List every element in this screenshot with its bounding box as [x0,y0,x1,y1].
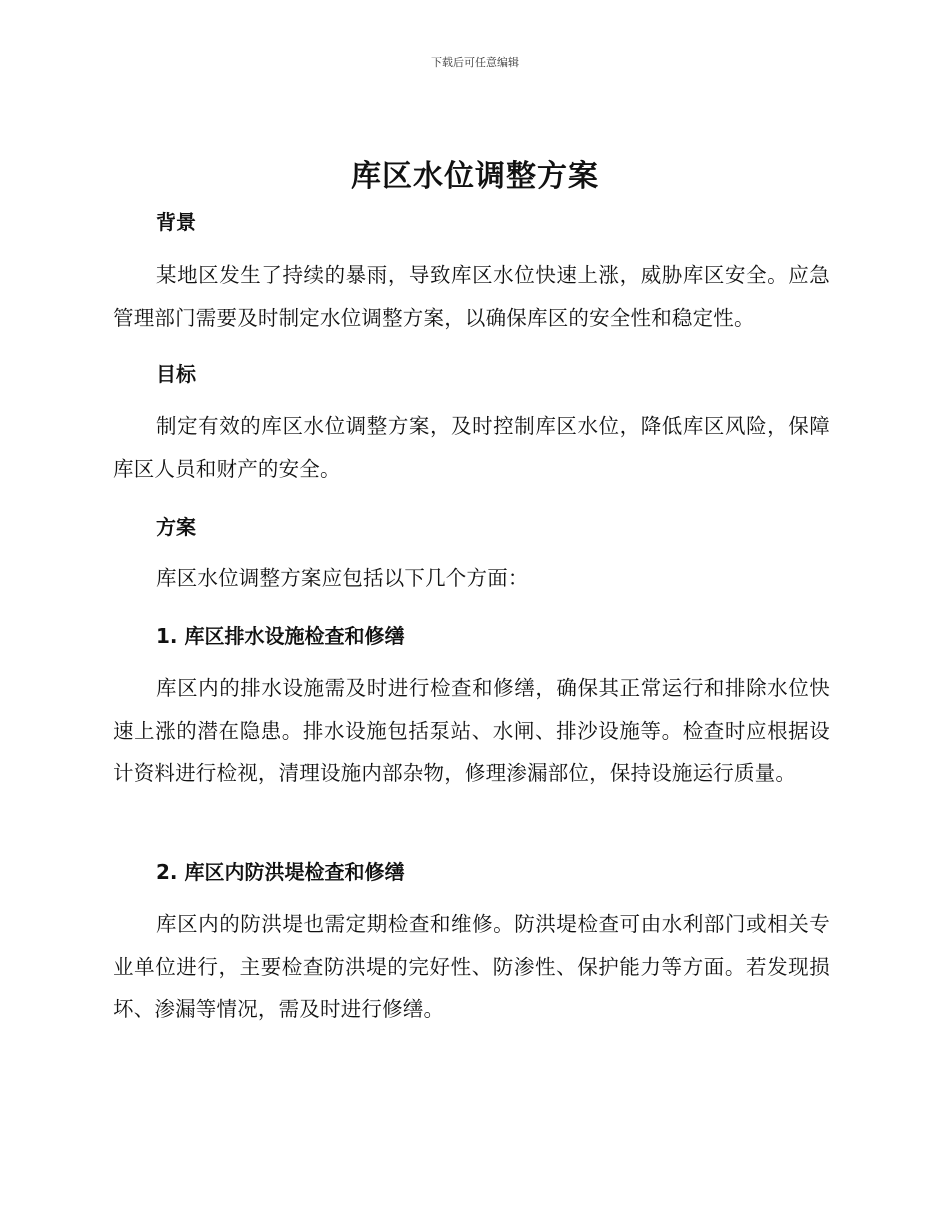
paragraph-goal: 制定有效的库区水位调整方案，及时控制库区水位，降低库区风险，保障库区人员和财产的安全。 [113,414,830,481]
heading-levee: 2. 库区内防洪堤检查和修缮 [156,860,405,884]
heading-plan: 方案 [156,515,196,539]
document-title: 库区水位调整方案 [351,159,599,194]
header-note: 下载后可任意编辑 [431,56,519,69]
heading-drainage: 1. 库区排水设施检查和修缮 [156,624,405,648]
paragraph-drainage: 库区内的排水设施需及时进行检查和修缮，确保其正常运行和排除水位快速上涨的潜在隐患。排水设施包括泵站、水闸、排沙设施等。检查时应根据设计资料进行检视，清理设施内部杂物，修理渗漏部位，保持设施运行质量。 [113,676,830,785]
paragraph-plan: 库区水位调整方案应包括以下几个方面： [156,566,529,590]
paragraph-background: 某地区发生了持续的暴雨，导致库区水位快速上涨，威胁库区安全。应急管理部门需要及时制定水位调整方案，以确保库区的安全性和稳定性。 [113,263,830,330]
heading-background: 背景 [156,210,196,234]
paragraph-levee: 库区内的防洪堤也需定期检查和维修。防洪堤检查可由水利部门或相关专业单位进行，主要检查防洪堤的完好性、防渗性、保护能力等方面。若发现损坏、渗漏等情况，需及时进行修缮。 [113,912,830,1021]
heading-goal: 目标 [156,362,196,386]
